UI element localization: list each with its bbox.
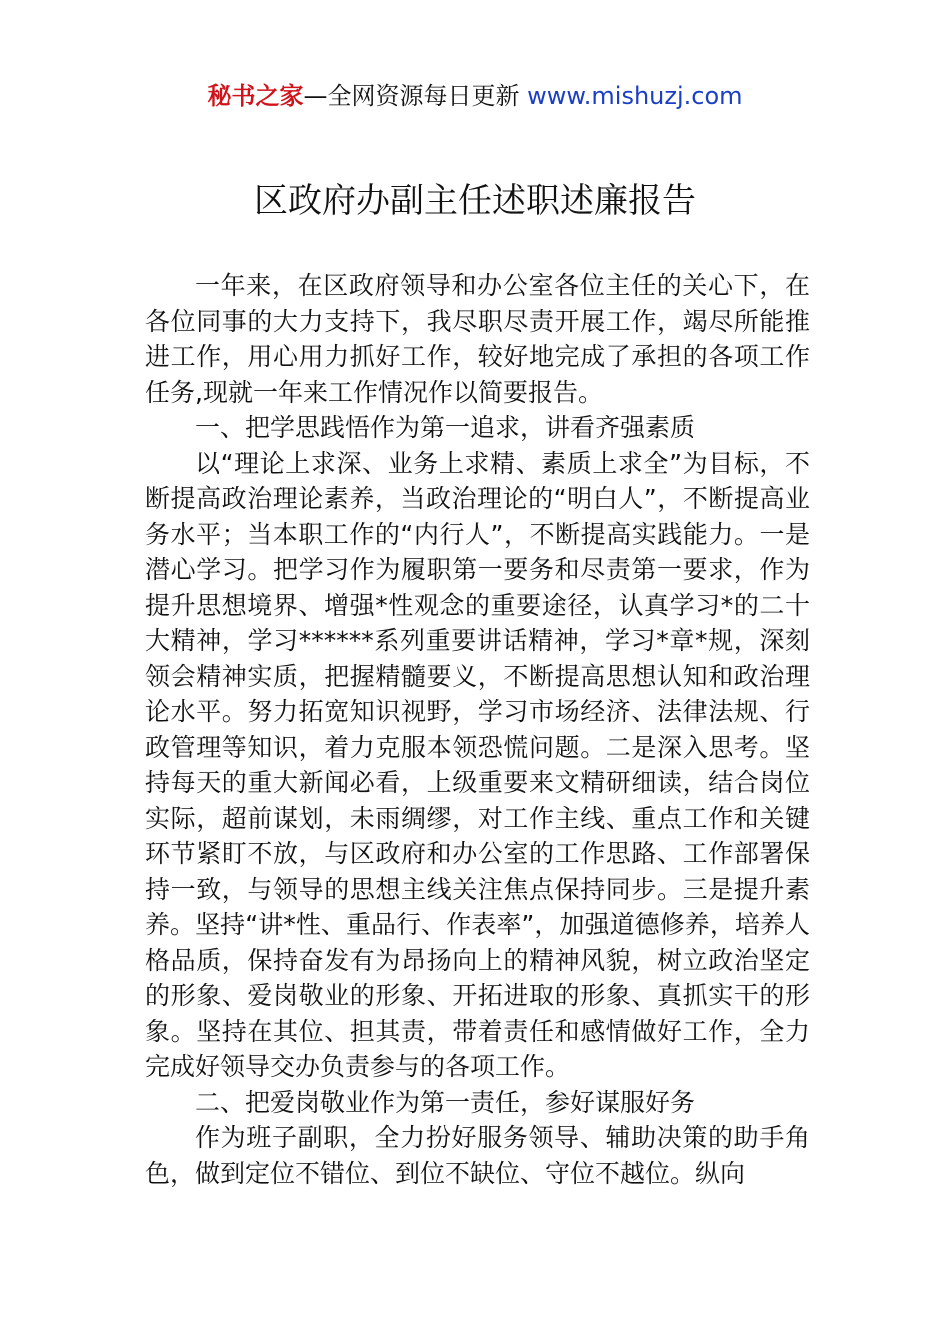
brand-name: 秘书之家 <box>207 82 304 110</box>
section-heading-1: 一、把学思践悟作为第一追求，讲看齐强素质 <box>195 413 696 442</box>
section-1-paragraph: 以“理论上求深、业务上求精、素质上求全”为目标，不断提高政治理论素养，当政治理论的“明白人”，不断提高业务水平；当本职工作的“内行人”，不断提高实践能力。一是潜心学习。把学习作为履职第一要务和尽责第一要求，作为提升思想境界、增强*性观念的重要途径，认真学习*的二十大精神，学习******系列重要讲话精神，学习*章*规，深刻领会精神实质，把握精髓要义，不断提高思想认知和政治理论水平。努力拓宽知识视野，学习市场经济、法律法规、行政管理等知识，着力克服本领恐慌问题。二是深入思考。坚持每天的重大新闻必看，上级重要来文精研细读，结合岗位实际，超前谋划，未雨绸缪，对工作主线、重点工作和关键环节紧盯不放，与区政府和办公室的工作思路、工作部署保持一致，与领导的思想主线关注焦点保持同步。三是提升素养。坚持“讲*性、重品行、作表率”，加强道德修养，培养人格品质，保持奋发有为昂扬向上的精神风貌，树立政治坚定的形象、爱岗敬业的形象、开拓进取的形象、真抓实干的形象。坚持在其位、担其责，带着责任和感情做好工作，全力完成好领导交办负责参与的各项工作。 <box>145 448 810 1081</box>
banner-tagline: —全网资源每日更新 <box>303 82 520 110</box>
section-heading-2: 二、把爱岗敬业作为第一责任，参好谋服好务 <box>195 1087 696 1117</box>
document-body <box>145 268 810 1191</box>
site-url-link[interactable]: www.mishuzj.com <box>527 82 743 110</box>
intro-paragraph: 一年来，在区政府领导和办公室各位主任的关心下，在各位同事的大力支持下，我尽职尽责开展工作，竭尽所能推进工作，用心用力抓好工作，较好地完成了承担的各项工作任务,现就一年来工作情况作以简要报告。 <box>145 271 810 407</box>
section-2-paragraph: 作为班子副职，全力扮好服务领导、辅助决策的助手角色，做到定位不错位、到位不缺位、守位不越位。纵向 <box>145 1123 810 1188</box>
site-banner <box>0 80 950 112</box>
document-title: 区政府办副主任述职述廉报告 <box>254 181 696 221</box>
